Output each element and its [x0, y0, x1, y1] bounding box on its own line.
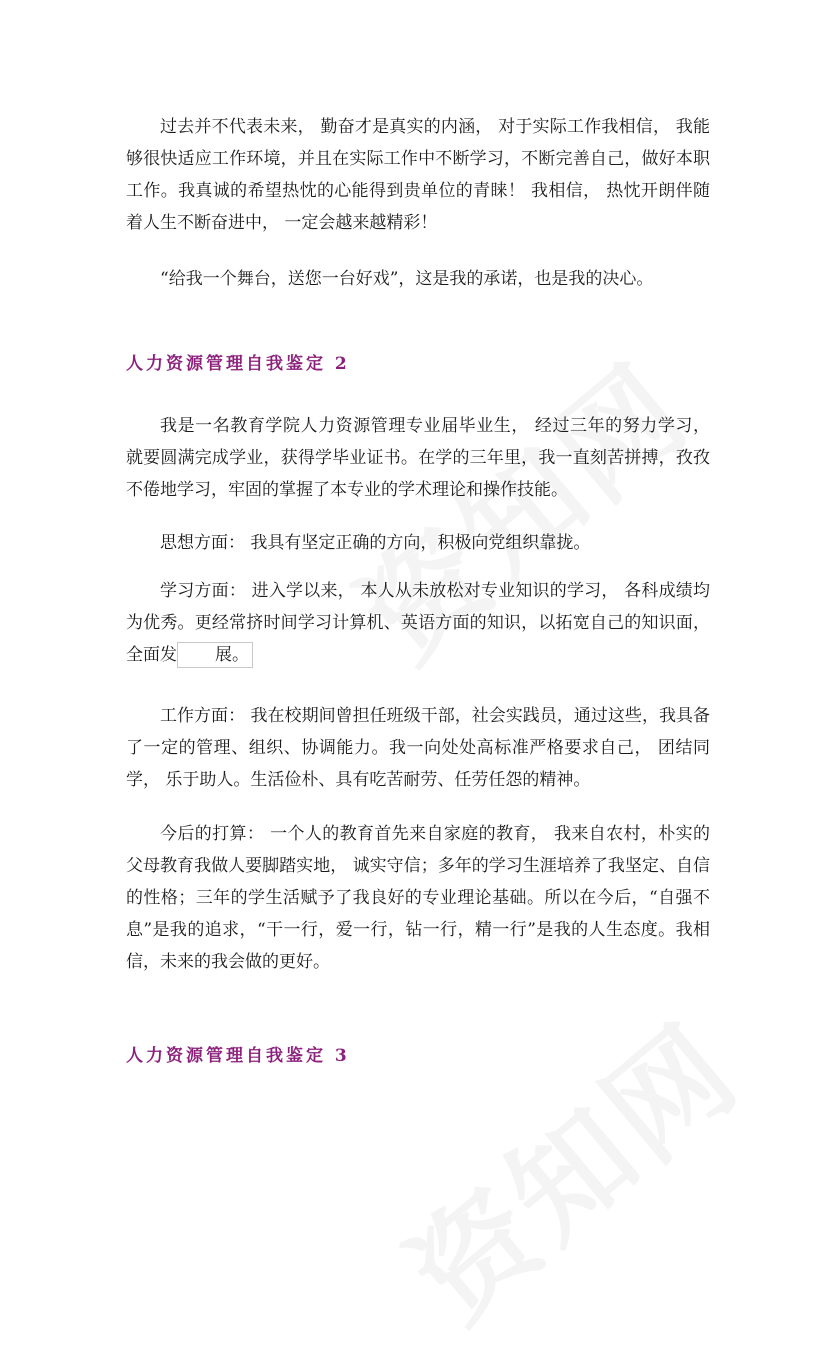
- paragraph-intro: 过去并不代表未来， 勤奋才是真实的内涵， 对于实际工作我相信， 我能够很快适应工作环境，并且在实际工作中不断学习，不断完善自己，做好本职工作。我真诚的希望热忱的心能得到贵单位的青睐！ 我相信， 热忱开朗伴随着人生不断奋进中， 一定会越来越精彩！: [126, 117, 710, 233]
- study-text-tail: 展。: [177, 642, 253, 668]
- paragraph-thought: 思想方面： 我具有坚定正确的方向，积极向党组织靠拢。: [160, 533, 591, 553]
- study-text: 学习方面： 进入学以来， 本人从未放松对专业知识的学习， 各科成绩均为优秀。更经常挤时间学习计算机、英语方面的知识，以拓宽自己的知识面，全面发: [126, 581, 710, 665]
- paragraph-study: [126, 575, 710, 671]
- paragraph-work: 工作方面： 我在校期间曾担任班级干部，社会实践员，通过这些，我具备了一定的管理、组织、协调能力。我一向处处高标准严格要求自己， 团结同学， 乐于助人。生活俭朴、具有吃苦耐劳、任劳任怨的精神。: [126, 706, 710, 790]
- paragraph-plan: 今后的打算： 一个人的教育首先来自家庭的教育， 我来自农村，朴实的父母教育我做人要脚踏实地， 诚实守信；多年的学习生涯培养了我坚定、自信的性格；三年的学生活赋予了我良好的专业理论基础。所以在今后，“自强不息”是我的追求，“干一行，爱一行，钻一行，精一行”是我的人生态度。我相信，未来的我会做的更好。: [126, 824, 710, 972]
- paragraph-promise: “给我一个舞台，送您一台好戏”，这是我的承诺，也是我的决心。: [160, 269, 654, 289]
- section-heading-3: 人力资源管理自我鉴定 3: [126, 1046, 350, 1066]
- section-heading-2: 人力资源管理自我鉴定 2: [126, 354, 350, 374]
- paragraph-self-intro: 我是一名教育学院人力资源管理专业届毕业生， 经过三年的努力学习， 就要圆满完成学业，获得学毕业证书。在学的三年里，我一直刻苦拼搏，孜孜不倦地学习，牢固的掌握了本专业的学术理论和操作技能。: [126, 416, 710, 500]
- watermark: [369, 979, 769, 1353]
